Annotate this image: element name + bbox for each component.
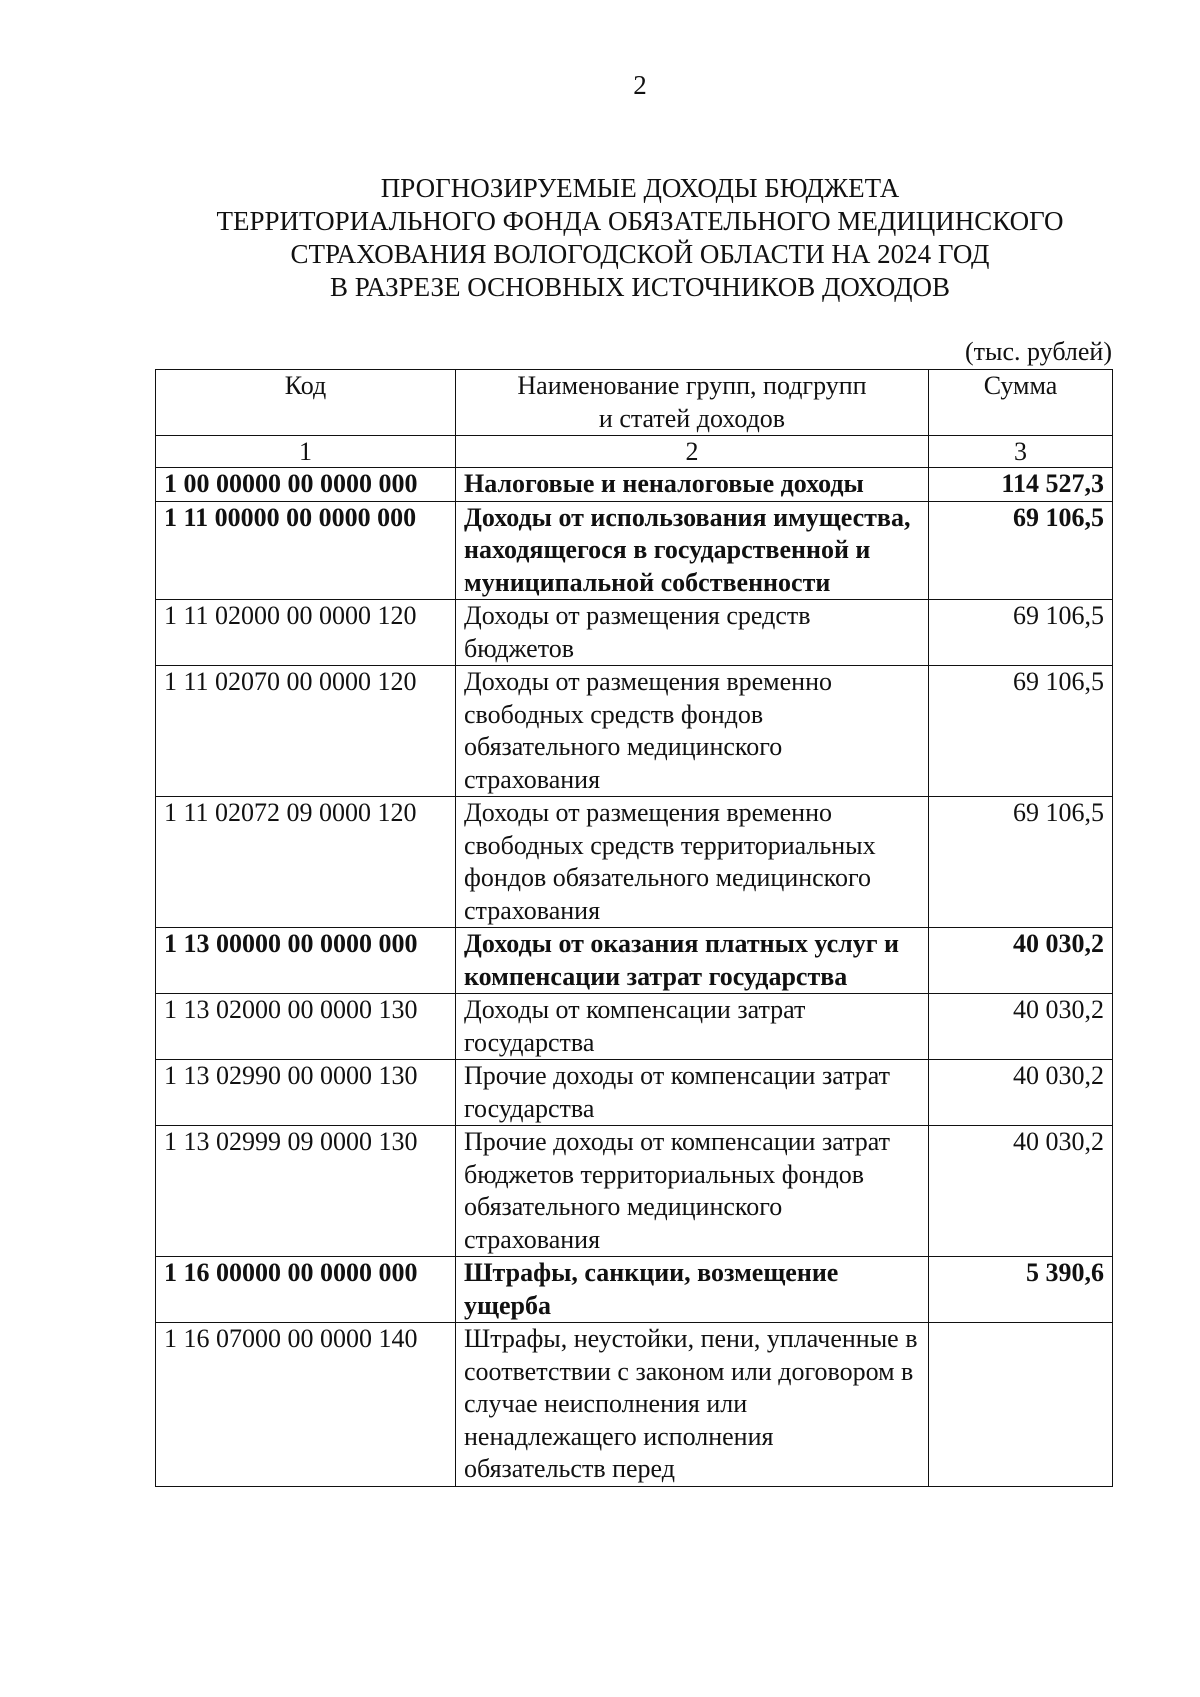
- row-sum: 40 030,2: [929, 1060, 1113, 1126]
- row-name: Доходы от размещения временно свободных средств территориальных фондов обязательного медицинского страхования: [456, 797, 929, 928]
- table-row: [156, 468, 1113, 502]
- row-name: Доходы от оказания платных услуг и компенсации затрат государства: [456, 928, 929, 994]
- row-name: Доходы от размещения средств бюджетов: [456, 600, 929, 666]
- row-code: 1 16 07000 00 0000 140: [156, 1323, 456, 1487]
- header-sum: Сумма: [929, 370, 1113, 436]
- row-code: 1 13 02999 09 0000 130: [156, 1126, 456, 1257]
- units-label: (тыс. рублей): [964, 337, 1112, 366]
- table-row: [156, 600, 1113, 666]
- column-number: 1: [156, 436, 456, 468]
- column-number: 3: [929, 436, 1113, 468]
- row-name: Прочие доходы от компенсации затрат бюджетов территориальных фондов обязательного медицинского страхования: [456, 1126, 929, 1257]
- table-body: [156, 468, 1113, 1487]
- header-name-line: и статей доходов: [598, 403, 786, 433]
- row-code: 1 13 02000 00 0000 130: [156, 994, 456, 1060]
- table-row: [156, 666, 1113, 797]
- row-sum: 40 030,2: [929, 1126, 1113, 1257]
- row-sum: 114 527,3: [929, 468, 1113, 502]
- table-row: [156, 1126, 1113, 1257]
- row-name: Налоговые и неналоговые доходы: [456, 468, 929, 502]
- header-name-line: Наименование групп, подгрупп: [517, 371, 867, 400]
- table-row: [156, 1060, 1113, 1126]
- header-name: [456, 370, 929, 436]
- table-row: [156, 1323, 1113, 1487]
- title-line: ПРОГНОЗИРУЕМЫЕ ДОХОДЫ БЮДЖЕТА: [380, 173, 900, 203]
- table-row: [156, 797, 1113, 928]
- row-code: 1 16 00000 00 0000 000: [156, 1257, 456, 1323]
- page-number: 2: [633, 70, 647, 100]
- row-name: Штрафы, санкции, возмещение ущерба: [456, 1257, 929, 1323]
- row-code: 1 11 02000 00 0000 120: [156, 600, 456, 666]
- column-number-row: [156, 436, 1113, 468]
- row-name: Доходы от компенсации затрат государства: [456, 994, 929, 1060]
- row-sum: 40 030,2: [929, 994, 1113, 1060]
- row-name: Доходы от размещения временно свободных средств фондов обязательного медицинского страхования: [456, 666, 929, 797]
- row-sum: 69 106,5: [929, 501, 1113, 600]
- row-sum: [929, 1323, 1113, 1487]
- row-sum: 69 106,5: [929, 797, 1113, 928]
- title-line: СТРАХОВАНИЯ ВОЛОГОДСКОЙ ОБЛАСТИ НА 2024 ГОД: [290, 239, 990, 269]
- table-header-row: [156, 370, 1113, 436]
- row-name: Доходы от использования имущества, находящегося в государственной и муниципальной собственности: [456, 501, 929, 600]
- row-code: 1 13 00000 00 0000 000: [156, 928, 456, 994]
- income-table: [155, 369, 1113, 1487]
- row-code: 1 13 02990 00 0000 130: [156, 1060, 456, 1126]
- row-code: 1 11 00000 00 0000 000: [156, 501, 456, 600]
- row-sum: 69 106,5: [929, 600, 1113, 666]
- header-code: Код: [156, 370, 456, 436]
- document-title: [140, 172, 1140, 304]
- row-code: 1 11 02070 00 0000 120: [156, 666, 456, 797]
- row-name: Прочие доходы от компенсации затрат государства: [456, 1060, 929, 1126]
- table-row: [156, 1257, 1113, 1323]
- row-sum: 69 106,5: [929, 666, 1113, 797]
- table-row: [156, 928, 1113, 994]
- table-row: [156, 501, 1113, 600]
- row-code: 1 11 02072 09 0000 120: [156, 797, 456, 928]
- column-number: 2: [456, 436, 929, 468]
- row-sum: 40 030,2: [929, 928, 1113, 994]
- title-line: В РАЗРЕЗЕ ОСНОВНЫХ ИСТОЧНИКОВ ДОХОДОВ: [329, 272, 951, 302]
- row-name: Штрафы, неустойки, пени, уплаченные в соответствии с законом или договором в случае неисполнения или ненадлежащего исполнения обязательств перед: [456, 1323, 929, 1487]
- row-sum: 5 390,6: [929, 1257, 1113, 1323]
- title-line: ТЕРРИТОРИАЛЬНОГО ФОНДА ОБЯЗАТЕЛЬНОГО МЕДИЦИНСКОГО: [216, 206, 1064, 236]
- table-row: [156, 994, 1113, 1060]
- row-code: 1 00 00000 00 0000 000: [156, 468, 456, 502]
